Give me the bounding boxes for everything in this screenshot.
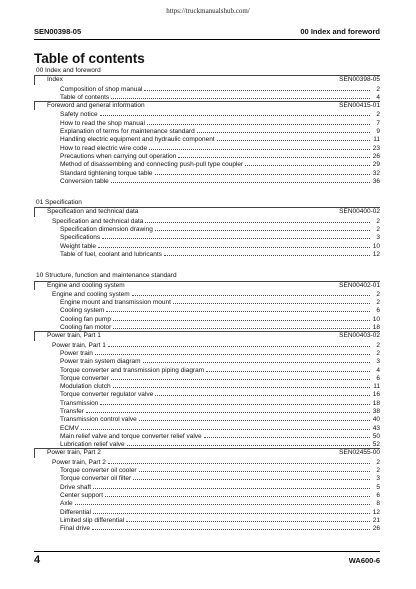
dot-leader bbox=[108, 458, 370, 464]
toc-entry[interactable] bbox=[34, 466, 380, 474]
toc-page-number: 2 bbox=[376, 341, 380, 349]
toc-chapter-row[interactable] bbox=[34, 448, 380, 457]
dot-leader bbox=[98, 242, 370, 248]
dot-leader bbox=[113, 315, 370, 321]
dot-leader bbox=[155, 390, 370, 396]
toc-entry[interactable] bbox=[34, 323, 380, 331]
toc-entry[interactable] bbox=[34, 516, 380, 524]
toc-page-number: 2 bbox=[376, 226, 380, 234]
toc-entry[interactable] bbox=[34, 152, 380, 160]
toc-page-number: 43 bbox=[372, 424, 380, 432]
toc-entry-title: Cooling fan motor bbox=[60, 324, 112, 332]
dot-leader bbox=[126, 516, 370, 522]
toc-entry-title: Specification dimension drawing bbox=[60, 226, 153, 234]
toc-page-number: 16 bbox=[372, 391, 380, 399]
toc-entry-title: Composition of shop manual bbox=[60, 85, 143, 93]
toc-entry[interactable] bbox=[34, 366, 380, 374]
dot-leader bbox=[106, 306, 370, 312]
toc-entry-title: 00 Index and foreword bbox=[36, 67, 101, 74]
dot-leader bbox=[164, 250, 370, 256]
toc-entry[interactable] bbox=[34, 250, 380, 258]
toc-chapter-row[interactable] bbox=[34, 101, 380, 110]
toc-entry-title: Center support bbox=[60, 491, 103, 499]
dot-leader bbox=[133, 474, 370, 480]
toc-entry[interactable] bbox=[34, 499, 380, 507]
toc-entry[interactable] bbox=[34, 169, 380, 177]
toc-entry[interactable] bbox=[34, 242, 380, 250]
toc-entry-title: Table of fuel, coolant and lubricants bbox=[60, 250, 162, 258]
dot-leader bbox=[108, 341, 370, 347]
toc-entry[interactable] bbox=[34, 225, 380, 233]
toc-page-number: 10 bbox=[372, 242, 380, 250]
toc-chapter-row[interactable] bbox=[34, 331, 380, 340]
toc-entry[interactable] bbox=[34, 432, 380, 440]
dot-leader bbox=[139, 415, 370, 421]
toc-entry-title: Engine and cooling system bbox=[47, 281, 125, 289]
toc-page-number: 5 bbox=[376, 483, 380, 491]
dot-leader bbox=[111, 93, 370, 99]
toc-entry[interactable] bbox=[34, 508, 380, 516]
toc-page-number: 9 bbox=[376, 128, 380, 136]
toc-entry-title: 10 Structure, function and maintenance standard bbox=[36, 272, 177, 280]
toc-chapter-row[interactable] bbox=[34, 281, 380, 290]
toc-page-number: 7 bbox=[376, 119, 380, 127]
page-footer bbox=[34, 554, 380, 568]
dot-leader bbox=[197, 127, 370, 133]
doc-code: SEN00398-05 bbox=[34, 27, 82, 36]
toc-entry[interactable] bbox=[34, 424, 380, 432]
toc-page-number: 11 bbox=[373, 383, 380, 391]
toc-entry[interactable] bbox=[34, 217, 380, 225]
header-rule bbox=[34, 39, 380, 40]
dot-leader bbox=[144, 85, 370, 91]
dot-leader bbox=[81, 424, 370, 430]
dot-leader bbox=[245, 160, 370, 166]
dot-leader bbox=[204, 432, 370, 438]
toc-entry[interactable] bbox=[34, 160, 380, 168]
toc-entry[interactable] bbox=[34, 349, 380, 357]
toc-entry-title: Limited slip differential bbox=[60, 516, 125, 524]
table-of-contents bbox=[34, 67, 380, 532]
toc-page-number: 21 bbox=[372, 516, 380, 524]
toc-section-heading bbox=[34, 272, 380, 280]
dot-leader bbox=[143, 357, 370, 363]
toc-page-number: 4 bbox=[376, 93, 380, 101]
toc-entry-title: Power train, Part 2 bbox=[47, 449, 101, 457]
toc-page-number: 3 bbox=[376, 475, 380, 483]
toc-entry-title: Conversion table bbox=[60, 177, 109, 185]
toc-entry-title: Final drive bbox=[60, 525, 90, 533]
toc-entry-title: Method of disassembling and connecting push-pull type coupler bbox=[60, 161, 244, 169]
dot-leader bbox=[132, 290, 370, 296]
toc-page-number: 40 bbox=[372, 416, 380, 424]
toc-entry[interactable] bbox=[34, 440, 380, 448]
dot-leader bbox=[105, 491, 370, 497]
toc-entry[interactable] bbox=[34, 390, 380, 398]
toc-entry-title: Engine mount and transmission mount bbox=[60, 299, 171, 307]
toc-entry-title: Transfer bbox=[60, 407, 84, 415]
dot-leader bbox=[178, 152, 370, 158]
toc-entry-title: Transmission control valve bbox=[60, 416, 137, 424]
toc-chapter-row[interactable] bbox=[34, 207, 380, 216]
dot-leader bbox=[113, 323, 370, 329]
toc-entry-title: Weight table bbox=[60, 242, 97, 250]
toc-chapter-row[interactable] bbox=[34, 75, 380, 84]
toc-entry-title: Engine and cooling system bbox=[52, 290, 130, 298]
toc-entry-title: Table of contents bbox=[60, 93, 110, 101]
toc-page-number: 23 bbox=[372, 144, 380, 152]
toc-page-number: 2 bbox=[376, 217, 380, 225]
toc-entry[interactable] bbox=[34, 374, 380, 382]
toc-entry[interactable] bbox=[34, 474, 380, 482]
section-name: 00 Index and foreword bbox=[300, 27, 380, 36]
toc-entry[interactable] bbox=[34, 524, 380, 532]
toc-page-number: 36 bbox=[372, 177, 380, 185]
toc-entry[interactable] bbox=[34, 177, 380, 185]
toc-entry-title: Modulation clutch bbox=[60, 383, 111, 391]
toc-entry-title: Standard tightening torque table bbox=[60, 169, 153, 177]
toc-entry-title: How to read electric wire code bbox=[60, 144, 148, 152]
footer-rule bbox=[34, 551, 380, 552]
toc-page-number: 4 bbox=[376, 366, 380, 374]
toc-entry[interactable] bbox=[34, 483, 380, 491]
toc-entry[interactable] bbox=[34, 290, 380, 298]
machine-model: WA600-6 bbox=[348, 556, 380, 565]
page-title: Table of contents bbox=[34, 51, 145, 66]
toc-entry-title: Drive shaft bbox=[60, 483, 92, 491]
toc-page-number: 2 bbox=[376, 111, 380, 119]
toc-entry-title: Torque converter regulator valve bbox=[60, 391, 154, 399]
toc-entry-title: Torque converter and transmission piping diagram bbox=[60, 366, 205, 374]
toc-page-number: 3 bbox=[376, 234, 380, 242]
toc-entry-title: ECMV bbox=[60, 424, 79, 432]
page-number: 4 bbox=[34, 554, 41, 566]
toc-entry-title: Safety notice bbox=[60, 111, 98, 119]
section-gap bbox=[34, 185, 380, 199]
toc-entry[interactable] bbox=[34, 306, 380, 314]
dot-leader bbox=[217, 135, 370, 141]
toc-entry-title: Power train, Part 1 bbox=[47, 332, 101, 340]
toc-page-number: 18 bbox=[372, 399, 380, 407]
toc-entry[interactable] bbox=[34, 407, 380, 415]
toc-entry-title: Specification and technical data bbox=[52, 217, 144, 225]
toc-doc-code: SEN02455-00 bbox=[339, 449, 380, 457]
toc-entry-title: Foreword and general information bbox=[47, 102, 145, 110]
dot-leader bbox=[86, 407, 370, 413]
toc-page-number: 38 bbox=[372, 407, 380, 415]
dot-leader bbox=[93, 483, 370, 489]
toc-entry-title: Cooling system bbox=[60, 307, 105, 315]
toc-page-number: 11 bbox=[373, 136, 380, 144]
dot-leader bbox=[127, 440, 370, 446]
toc-entry[interactable] bbox=[34, 135, 380, 143]
toc-entry[interactable] bbox=[34, 298, 380, 306]
dot-leader bbox=[155, 169, 370, 175]
toc-section-heading bbox=[34, 199, 380, 207]
toc-page-number: 2 bbox=[376, 85, 380, 93]
dot-leader bbox=[139, 466, 370, 472]
section-gap bbox=[34, 258, 380, 272]
toc-entry[interactable] bbox=[34, 85, 380, 93]
toc-entry-title: Specification and technical data bbox=[47, 208, 139, 216]
toc-page-number: 2 bbox=[376, 299, 380, 307]
toc-entry[interactable] bbox=[34, 144, 380, 152]
toc-doc-code: SEN00402-01 bbox=[339, 281, 380, 289]
toc-entry[interactable] bbox=[34, 315, 380, 323]
page-header bbox=[34, 27, 380, 38]
toc-entry-title: Axle bbox=[60, 500, 73, 508]
toc-entry[interactable] bbox=[34, 110, 380, 118]
toc-page-number: 2 bbox=[376, 349, 380, 357]
toc-page-number: 2 bbox=[376, 467, 380, 475]
toc-doc-code: SEN00400-02 bbox=[339, 208, 380, 216]
toc-page-number: 2 bbox=[376, 290, 380, 298]
toc-entry-title: Handling electric equipment and hydraulic component bbox=[60, 136, 215, 144]
toc-entry-title: Cooling fan pump bbox=[60, 315, 111, 323]
toc-entry[interactable] bbox=[34, 415, 380, 423]
toc-page-number: 52 bbox=[372, 441, 380, 449]
dot-leader bbox=[75, 499, 370, 505]
toc-page-number: 3 bbox=[376, 358, 380, 366]
toc-entry[interactable] bbox=[34, 357, 380, 365]
toc-entry[interactable] bbox=[34, 382, 380, 390]
toc-entry-title: Power train, Part 1 bbox=[52, 341, 106, 349]
dot-leader bbox=[100, 399, 370, 405]
dot-leader bbox=[173, 298, 370, 304]
toc-page-number: 6 bbox=[376, 374, 380, 382]
dot-leader bbox=[93, 508, 370, 514]
dot-leader bbox=[149, 144, 370, 150]
toc-doc-code: SEN00398-05 bbox=[339, 76, 380, 84]
dot-leader bbox=[145, 217, 370, 223]
dot-leader bbox=[206, 366, 370, 372]
dot-leader bbox=[111, 177, 370, 183]
toc-entry[interactable] bbox=[34, 233, 380, 241]
toc-entry-title: How to read the shop manual bbox=[60, 119, 145, 127]
toc-page-number: 50 bbox=[372, 432, 380, 440]
toc-page-number: 6 bbox=[376, 491, 380, 499]
toc-entry-title: Transmission bbox=[60, 399, 99, 407]
toc-doc-code: SEN00403-02 bbox=[339, 332, 380, 340]
toc-page-number: 6 bbox=[376, 307, 380, 315]
toc-entry-title: Lubrication relief valve bbox=[60, 441, 125, 449]
toc-page-number: 18 bbox=[372, 324, 380, 332]
toc-page-number: 10 bbox=[372, 315, 380, 323]
dot-leader bbox=[100, 110, 370, 116]
toc-entry-title: Torque converter oil filter bbox=[60, 475, 132, 483]
toc-page-number: 12 bbox=[372, 250, 380, 258]
toc-entry[interactable] bbox=[34, 399, 380, 407]
toc-entry-title: Power train bbox=[60, 349, 93, 357]
toc-page-number: 26 bbox=[372, 525, 380, 533]
toc-entry[interactable] bbox=[34, 119, 380, 127]
toc-entry-title: Torque converter oil cooler bbox=[60, 467, 137, 475]
toc-entry-title: 01 Specification bbox=[36, 199, 82, 207]
toc-entry-title: Torque converter bbox=[60, 374, 109, 382]
dot-leader bbox=[113, 382, 370, 388]
toc-entry-title: Index bbox=[47, 76, 63, 84]
dot-leader bbox=[92, 524, 370, 530]
toc-entry-title: Precautions when carrying out operation bbox=[60, 152, 177, 160]
toc-entry-title: Main relief valve and torque converter relief valve bbox=[60, 432, 202, 440]
toc-entry-title: Power train system diagram bbox=[60, 358, 141, 366]
toc-entry-title: Specifications bbox=[60, 234, 101, 242]
toc-entry-title: Differential bbox=[60, 508, 91, 516]
toc-entry-title: Explanation of terms for maintenance standard bbox=[60, 128, 195, 136]
toc-entry[interactable] bbox=[34, 491, 380, 499]
dot-leader bbox=[155, 225, 370, 231]
dot-leader bbox=[102, 233, 370, 239]
toc-entry[interactable] bbox=[34, 127, 380, 135]
toc-page-number: 8 bbox=[376, 500, 380, 508]
toc-entry[interactable] bbox=[34, 341, 380, 349]
dot-leader bbox=[95, 349, 370, 355]
toc-page-number: 2 bbox=[376, 458, 380, 466]
toc-entry[interactable] bbox=[34, 93, 380, 101]
toc-doc-code: SEN00415-01 bbox=[339, 102, 380, 110]
toc-entry-title: Power train, Part 2 bbox=[52, 458, 106, 466]
toc-entry[interactable] bbox=[34, 458, 380, 466]
toc-section-heading bbox=[34, 67, 380, 75]
dot-leader bbox=[147, 119, 370, 125]
toc-page-number: 26 bbox=[372, 152, 380, 160]
toc-page-number: 12 bbox=[372, 508, 380, 516]
toc-page-number: 32 bbox=[372, 169, 380, 177]
toc-page-number: 29 bbox=[372, 161, 380, 169]
dot-leader bbox=[111, 374, 370, 380]
source-url: https://truckmanualshub.com/ bbox=[166, 7, 250, 15]
